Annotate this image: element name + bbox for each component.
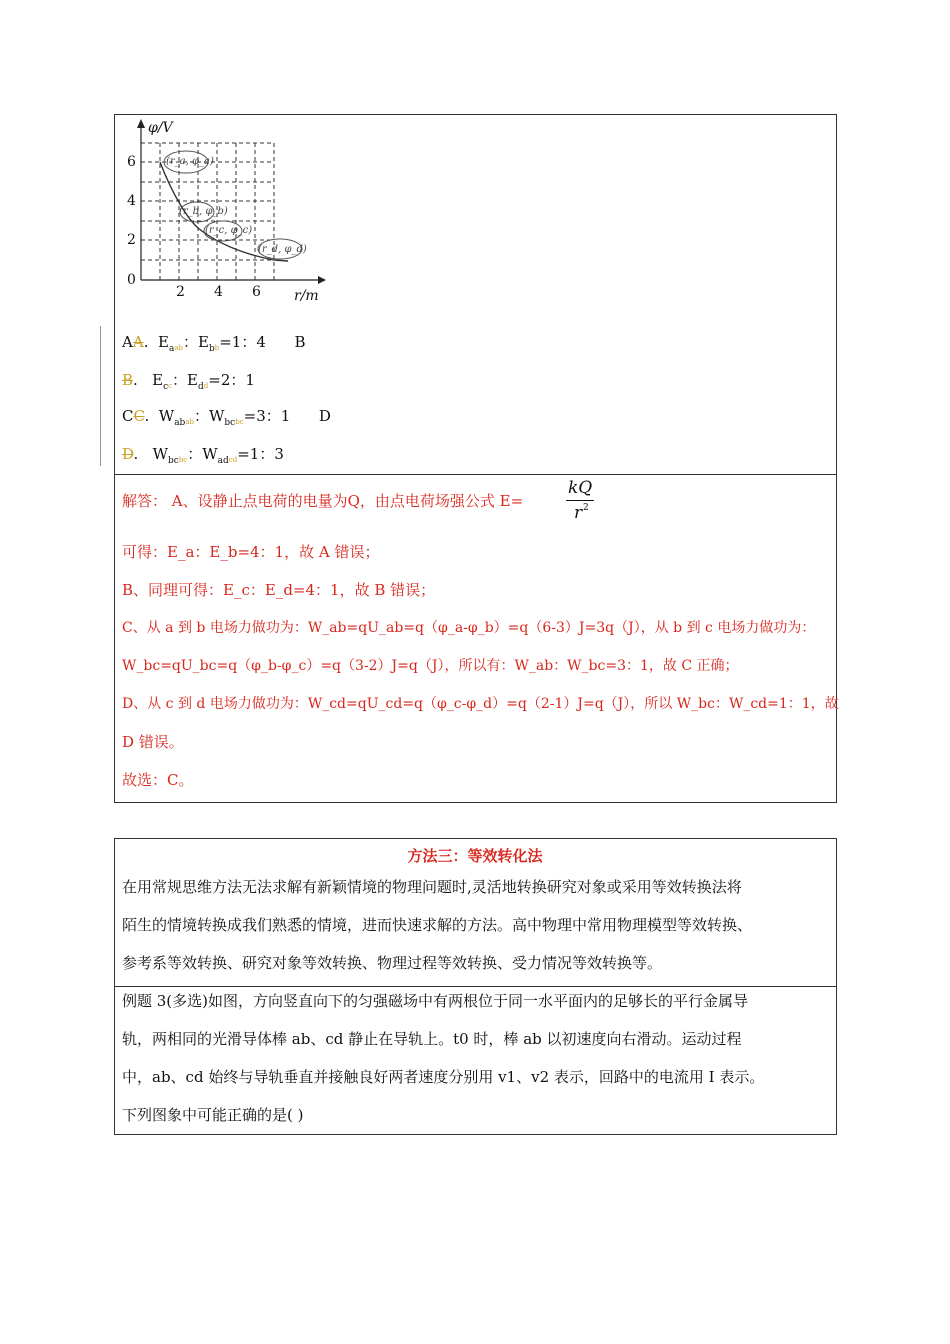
y-axis-label: φ/V xyxy=(148,120,173,136)
formula-fraction-bar xyxy=(566,500,594,501)
answer-line-1: 解答： A、设静止点电荷的电量为Q，由点电荷场强公式 E= xyxy=(122,492,524,510)
y-tick-2: 2 xyxy=(127,232,136,248)
x-tick-6: 6 xyxy=(252,284,261,300)
y-tick-0: 0 xyxy=(127,272,136,288)
answer-line-3: B、同理可得：E_c：E_d=4：1，故 B 错误； xyxy=(122,581,436,599)
answer-box xyxy=(114,474,837,803)
formula-denominator: r xyxy=(574,503,583,523)
answer-line-5: W_bc=qU_bc=q（φ_b-φ_c）=q（3-2）J=q（J），所以有：W_ab：W_bc=3：1，故 C 正确； xyxy=(122,658,739,674)
answer-line-4: C、从 a 到 b 电场力做功为：W_ab=qU_ab=q（φ_a-φ_b）=q（6-3）J=3q（J），从 b 到 c 电场力做功为： xyxy=(122,620,816,636)
change-bar xyxy=(100,326,101,466)
answer-line-6: D、从 c 到 d 电场力做功为：W_cd=qU_cd=q（φ_c-φ_d）=q（2-1）J=q（J），所以 W_bc：W_cd=1：1，故 xyxy=(122,696,839,712)
method-paragraph-line-3: 参考系等效转换、研究对象等效转换、物理过程等效转换、受力情况等效转换等。 xyxy=(122,954,663,972)
option-a[interactable]: AA. $E_{aab}$：$E_{bb}=1$：4 B xyxy=(122,333,306,354)
example-line-2: 轨，两相同的光滑导体棒 ab、cd 静止在导轨上。t0 时，棒 ab 以初速度向右滑动。运动过程 xyxy=(122,1030,742,1048)
option-c[interactable]: CC. $W_{abab}$：$W_{bcbc}=3$：1 D xyxy=(122,407,331,428)
option-b[interactable]: B. $E_{cc}$：$E_{dd}=2$：1 xyxy=(122,371,255,392)
x-tick-2: 2 xyxy=(176,284,185,300)
formula-numerator: kQ xyxy=(568,478,593,498)
x-axis-label: r/m xyxy=(294,288,319,304)
point-c-label: (r_c, φ_c) xyxy=(205,225,253,236)
y-tick-6: 6 xyxy=(127,154,136,170)
answer-line-7: D 错误。 xyxy=(122,733,184,751)
example-line-1: 例题 3(多选)如图，方向竖直向下的匀强磁场中有两根位于同一水平面内的足够长的平行金属导 xyxy=(122,992,749,1010)
method-title: 方法三：等效转化法 xyxy=(407,847,543,865)
point-b-label: (r_b, φ_b) xyxy=(179,206,228,217)
answer-line-8: 故选：C。 xyxy=(122,771,194,789)
formula-exponent: 2 xyxy=(583,503,589,513)
point-d-label: (r_d, φ_d) xyxy=(258,244,307,255)
example-line-4: 下列图象中可能正确的是( ) xyxy=(122,1106,304,1124)
x-tick-4: 4 xyxy=(214,284,223,300)
y-tick-4: 4 xyxy=(127,193,136,209)
example-line-3: 中，ab、cd 始终与导轨垂直并接触良好两者速度分别用 v1、v2 表示，回路中的电流用 I 表示。 xyxy=(122,1068,765,1086)
point-a-label: (r_a, φ_a) xyxy=(166,156,214,167)
method-paragraph-line-2: 陌生的情境转换成我们熟悉的情境，进而快速求解的方法。高中物理中常用物理模型等效转换、 xyxy=(122,916,753,934)
answer-line-2: 可得：E_a：E_b=4：1，故 A 错误； xyxy=(122,543,380,561)
option-d[interactable]: D. $W_{bcbc}$：$W_{adcd}=1$：3 xyxy=(122,445,284,466)
method-paragraph-line-1: 在用常规思维方法无法求解有新颖情境的物理问题时,灵活地转换研究对象或采用等效转换法将 xyxy=(122,878,742,896)
